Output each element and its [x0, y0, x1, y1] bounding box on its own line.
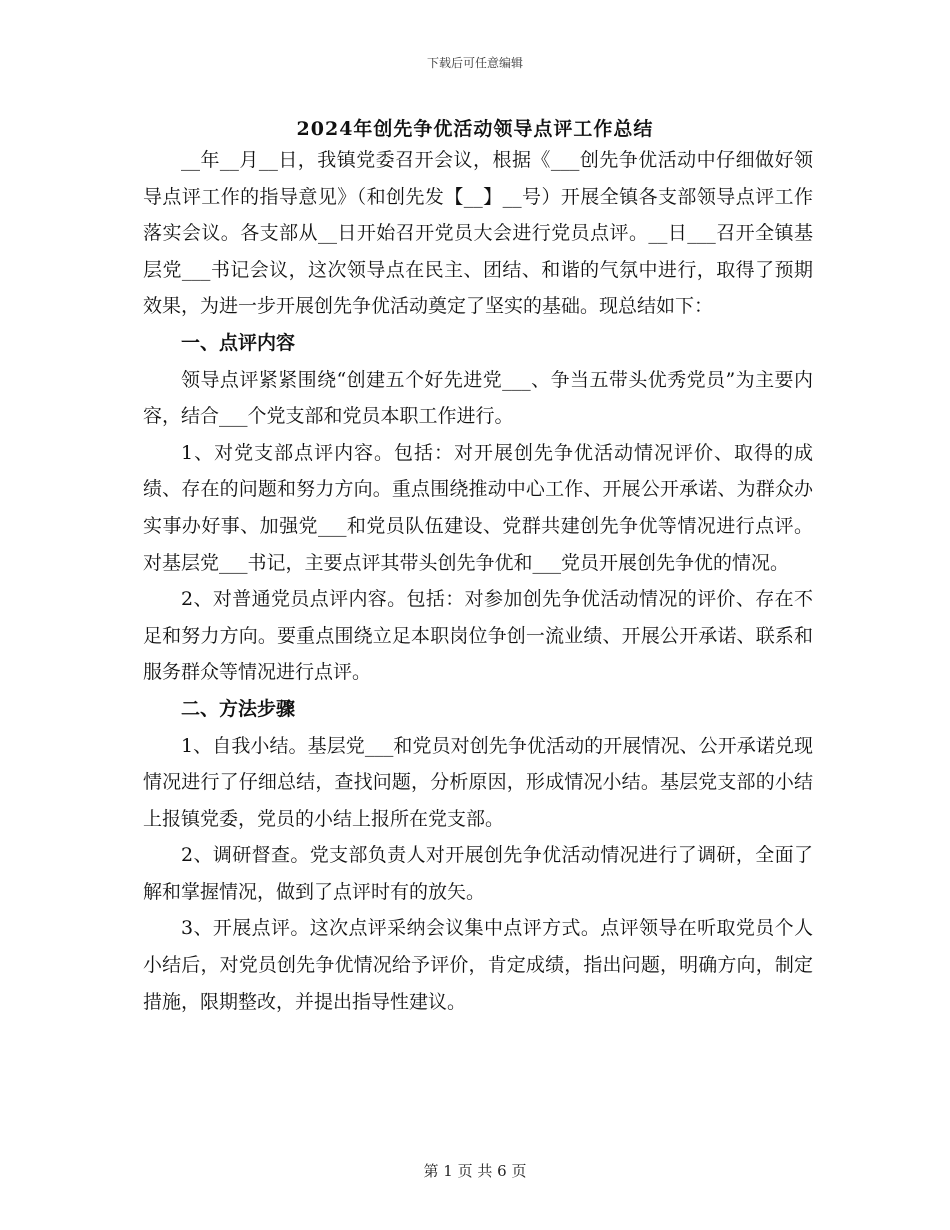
section2-paragraph-1: 1、自我小结。基层党___和党员对创先争优活动的开展情况、公开承诺兑现情况进行了仔细总结，查找问题，分析原因，形成情况小结。基层党支部的小结上报镇党委，党员的小结上报所在党支部。	[143, 734, 813, 830]
section-heading-1: 一、点评内容	[181, 331, 296, 354]
section2-paragraph-2: 2、调研督查。党支部负责人对开展创先争优活动情况进行了调研，全面了解和掌握情况，做到了点评时有的放矢。	[143, 844, 813, 903]
header-note: 下载后可任意编辑	[426, 56, 523, 70]
section2-paragraph-3: 3、开展点评。这次点评采纳会议集中点评方式。点评领导在听取党员个人小结后，对党员创先争优情况给予评价，肯定成绩，指出问题，明确方向，制定措施，限期整改，并提出指导性建议。	[143, 917, 813, 1013]
section1-paragraph-1: 领导点评紧紧围绕“创建五个好先进党___、争当五带头优秀党员”为主要内容，结合___个党支部和党员本职工作进行。	[143, 368, 813, 428]
section1-paragraph-3: 2、对普通党员点评内容。包括：对参加创先争优活动情况的评价、存在不足和努力方向。要重点围绕立足本职岗位争创一流业绩、开展公开承诺、联系和服务群众等情况进行点评。	[143, 588, 813, 684]
document-title: 2024年创先争优活动领导点评工作总结	[296, 118, 654, 140]
page-footer: 第 1 页 共 6 页	[423, 1162, 527, 1180]
section1-paragraph-2: 1、对党支部点评内容。包括：对开展创先争优活动情况评价、取得的成绩、存在的问题和努力方向。重点围绕推动中心工作、开展公开承诺、为群众办实事办好事、加强党___和党员队伍建设、党群共建创先争优等情况进行点评。对基层党___书记，主要点评其带头创先争优和___党员开展创先争优的情况。	[143, 441, 813, 574]
intro-paragraph: __年__月__日，我镇党委召开会议，根据《___创先争优活动中仔细做好领导点评工作的指导意见》（和创先发【__】__号）开展全镇各支部领导点评工作落实会议。各支部从__日开始召开党员大会进行党员点评。__日___召开全镇基层党___书记会议，这次领导点在民主、团结、和谐的气氛中进行，取得了预期效果，为进一步开展创先争优活动奠定了坚实的基础。现总结如下：	[143, 149, 813, 318]
section-heading-2: 二、方法步骤	[181, 697, 296, 720]
document-body	[143, 142, 813, 1020]
